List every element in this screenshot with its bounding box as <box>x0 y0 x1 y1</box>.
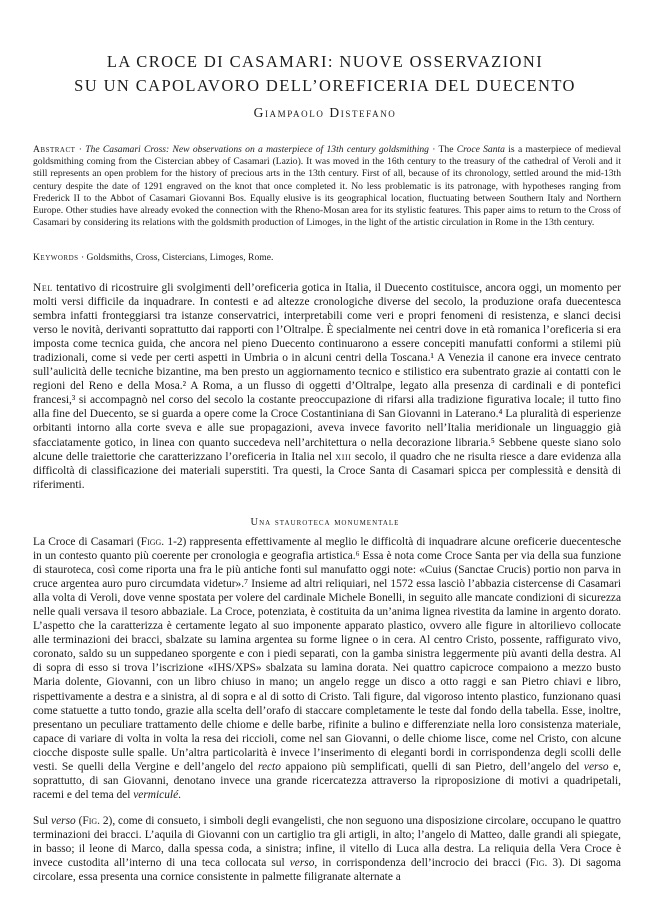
section-heading: Una stauroteca monumentale <box>250 517 400 528</box>
intro-century: xiii <box>335 450 352 463</box>
article-title-line-1: LA CROCE DI CASAMARI: NUOVE OSSERVAZIONI <box>106 52 544 71</box>
abstract-label: Abstract <box>33 144 76 155</box>
body-paragraph-1 <box>33 535 621 802</box>
body-p2-b: ( <box>75 815 83 827</box>
keywords-text: Goldsmiths, Cross, Cistercians, Limoges, Rome. <box>86 252 274 263</box>
intro-text: tentativo di ricostruire gli svolgimenti dell’oreficeria gotica in Italia, il Duecento costituisce, ancora oggi, un momento per molti versi difficile da inquadrare. In contesti e ad altezze cronologiche diverse del secolo, la produzione orafa duecentesca sembra infatti fronteggiarsi tra istanze conservatrici, interpretabili come veri e propri fenomeni di resistenza, e slanci decisi verso le novità, derivanti soprattutto dai rapporti con l’Oltralpe. È specialmente nei centri dove in età romanica l’oreficeria si era imposta come tecnica guida, che ancora nel pieno Duecento continuarono a essere concepiti manufatti conformi a stilemi più tradizionali, come si vede per certi aspetti in Umbria o in alcuni centri della Toscana.¹ A Venezia il canone era invece centrato sull’aulicità delle tecniche bizantine, ma ben presto un aggiornamento tecnico e stilistico era subentrato grazie ai contatti con le regioni del Reno e della Mosa.² A Roma, a un flusso di oggetti d’Oltralpe, legato alla presenza di cardinali e di pontefici francesi,³ si accompagnò nel corso del secolo la costante preoccupazione di rifarsi alla tradizione figurativa locale; il tutto fino alla fine del Duecento, se si guarda a opere come la Croce Costantiniana di San Giovanni in Laterano.⁴ La pluralità di esperienze orbitanti intorno alla corte sveva e alle sue propagazioni, aveva invece favorito nell’Italia meridionale un linguaggio già sfacciatamente gotico, in linea con quanto succedeva nell’architettura o nella decorazione libraria.⁵ Sebbene queste siano solo alcune delle traiettorie che caratterizzano l’oreficeria in Italia nel <box>33 282 621 463</box>
body-verso-3: verso <box>289 857 315 870</box>
figure-ref-figg: Figg. <box>140 536 165 548</box>
body-p1-a: La Croce di Casamari ( <box>33 536 141 548</box>
body-p2-a: Sul <box>33 815 52 827</box>
article-title-line-2: SU UN CAPOLAVORO DELL’OREFICERIA DEL DUECENTO <box>74 76 576 95</box>
keywords-separator: · <box>78 252 87 263</box>
body-p2-c: 2), come di consueto, i simboli degli evangelisti, che non seguono una disposizione circolare, occupano le quattro terminazioni dei bracci. L’aquila di Giovanni con un cartiglio tra gli artigli, in alto; l’angelo di Matteo, dalle grandi ali spiegate, in basso; il leone di Marco, dalla spessa coda, a sinistra; infine, il vitello di Luca alla destra. La reliquia della Vera Croce è invece custodita all’interno di una teca collocata sul <box>33 815 621 870</box>
abstract-separator: · <box>75 144 86 155</box>
abstract-text-a: · The <box>428 144 457 155</box>
figure-ref-fig-2: Fig. <box>82 815 101 827</box>
body-p2-e: 3). Di sagoma circolare, essa presenta una cornice consistente in palmette filigranate alternate a <box>33 857 621 884</box>
keywords-label: Keywords <box>33 252 79 263</box>
intro-lead-word: Nel <box>33 282 53 294</box>
body-verso-2: verso <box>51 815 76 827</box>
intro-paragraph <box>33 281 621 492</box>
abstract-english-title: The Casamari Cross: New observations on a masterpiece of 13th century goldsmithing <box>85 144 429 155</box>
figure-ref-fig-3: Fig. <box>529 857 548 870</box>
body-p1-d: e, soprattutto, di san Giovanni, denotano invece una grande ricercatezza attraverso la riproposizione di motivi a quadripetali, racemi e del tema del <box>33 760 621 801</box>
body-vermicule: vermiculé <box>133 788 179 801</box>
body-p1-e: . <box>178 788 182 801</box>
abstract-croce-santa: Croce Santa <box>456 144 505 155</box>
body-p2-d: , in corrispondenza dell’incrocio dei bracci ( <box>314 857 530 870</box>
body-p1-b: 1-2) rappresenta effettivamente al meglio le difficoltà di inquadrare alcune oreficerie duecentesche in un contesto quanto più coerente per cronologia e geografia artistica.⁶ Essa è nota come Croce Santa per via della sua funzione di stauroteca, così come riporta una fra le più antiche fonti sul manufatto oggi note: «Cuius (Sanctae Crucis) portio non parva in cruce argentea auro puro circumdata videtur».⁷ Insieme ad altri reliquiari, nel 1572 essa lasciò l’abbazia cistercense di Casamari alla volta di Veroli, dove venne spostata per volere del cardinale Michele Bonelli, in seguito alle mancate condizioni di sicurezza nelle quali versava il tesoro abbaziale. La Croce, potenziata, è costituita da un’anima lignea rivestita da lamine in argento dorato. L’aspetto che la caratterizza è certamente legato al suo imponente apparato plastico, ovvero alle figure in altorilievo collocate alle terminazioni dei bracci, sbalzate su lamina argentea su forme lignee o in cera. Al centro Cristo, possente, raffigurato vivo, coronato, saldo su un suppedaneo sporgente e con i piedi separati, con la gamba sinistra leggermente più avanti della destra. Al di sopra di esso si trova l’iscrizione «IHS/XPS» sbalzata su lamina dorata. Nei quattro capicroce compaiono a mezzo busto Maria dolente, Giovanni, con un libro chiuso in mano; un angelo regge un disco a otto raggi e san Pietro chiavi e libro, rispettivamente a destra e a sinistra, al di sopra e al di sotto di Cristo. Tali figure, dal vigoroso intento plastico, funzionano quasi come statuette a tutto tondo, grazie alla scelta dell’orafo di staccare completamente le teste dal fondo della tabella. Esse, inoltre, presentano un peculiare trattamento delle chiome e delle barbe, rifinite a bulino e differenziate nella loro consistenza materiale, capace di variare di volta in volta la resa dei riccioli, come nel san Giovanni, o delle chiome lisce, come nel Cristo, con alcune ciocche disposte sulle spalle. Un’altra particolarità è invece l’inserimento di eleganti bordi in corrispondenza degli scolli delle vesti. Se quelli della Vergine e dell’angelo del <box>33 536 622 773</box>
body-p1-c: appaiono più semplificati, quelli di san Pietro, dell’angelo del <box>280 760 584 773</box>
body-recto: recto <box>257 760 281 773</box>
body-verso: verso <box>583 760 609 773</box>
intro-text-end: secolo, il quadro che ne risulta riesce a dare evidenza alla difficoltà di classificazione dei materiali superstiti. Tra questi, la Croce Santa di Casamari spicca per complessità e densità di riferimenti. <box>33 450 622 491</box>
abstract-text-b: is a masterpiece of medieval goldsmithing coming from the Cistercian abbey of Casamari (Lazio). It was moved in the 16th century to the treasury of the cathedral of Veroli and it still represents an open problem for the history of precious arts in the 13th century. First of all, because of its chronology, settled around the mid-13th century despite the date of 1291 engraved on the knot that once completed it. No less problematic is its patronage, with hypotheses ranging from Frederick II to the Abbot of Casamari Giovanni Bos. Equally elusive is its geographical location, fluctuating between Southern Italy and Northern Europe. Other studies have already evoked the connection with the Rheno-Mosan area for its stylistic features. This paper aims to return to the Cross of Casamari by considering its relations with the goldsmith production of Limoges, in the light of the artistic circulation in Rome in the 13th century. <box>33 144 621 229</box>
author-name: Giampaolo Distefano <box>253 105 397 120</box>
abstract <box>33 144 621 229</box>
body-paragraph-2 <box>33 814 621 884</box>
keywords <box>33 252 621 264</box>
